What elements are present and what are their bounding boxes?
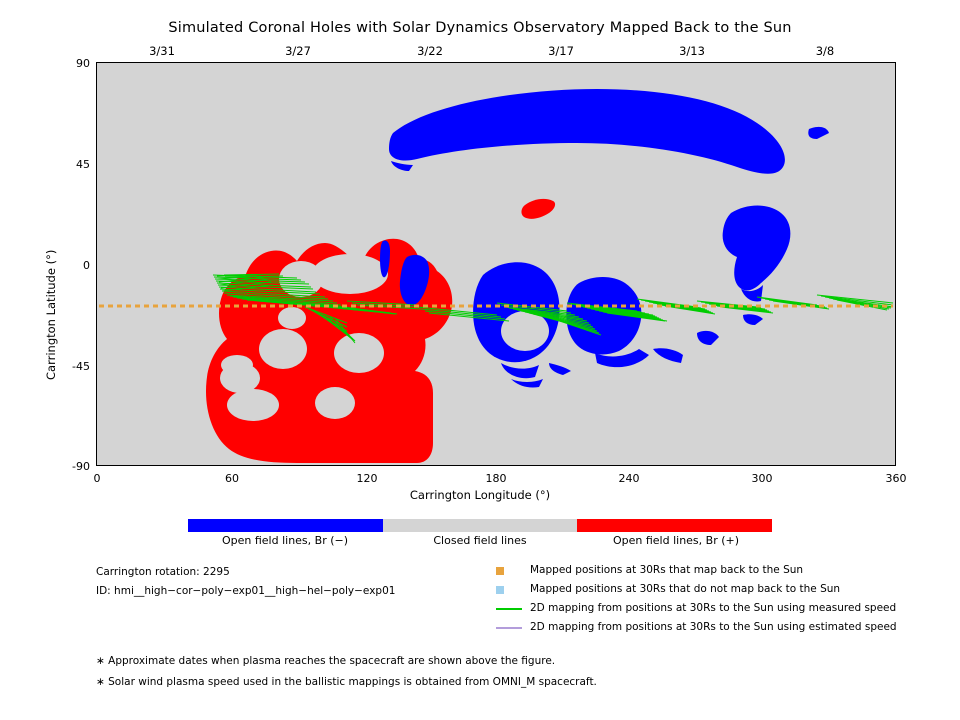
top-tick-3: 3/17	[548, 44, 574, 58]
x-tick-300: 300	[751, 472, 773, 485]
x-tick-180: 180	[485, 472, 507, 485]
plot-area	[96, 62, 896, 466]
x-tick-60: 60	[225, 472, 239, 485]
top-tick-0: 3/31	[149, 44, 175, 58]
y-tick-45: 45	[76, 158, 90, 171]
y-tick-0: 0	[83, 259, 90, 272]
unmapped-marker-icon	[496, 586, 504, 594]
footnote-dates: ∗ Approximate dates when plasma reaches the spacecraft are shown above the figure.	[96, 655, 556, 667]
y-axis-label: Carrington Latitude (°)	[44, 249, 58, 380]
top-tick-4: 3/13	[679, 44, 705, 58]
y-tick-minus90: -90	[72, 460, 90, 473]
legend-label-estimated: 2D mapping from positions at 30Rs to the Sun using estimated speed	[530, 621, 897, 633]
legend-label-unmapped: Mapped positions at 30Rs that do not map back to the Sun	[530, 583, 841, 595]
colorbar-label-closed: Closed field lines	[433, 534, 527, 547]
chart-title: Simulated Coronal Holes with Solar Dynamics Observatory Mapped Back to the Sun	[168, 20, 792, 36]
legend-label-mapped: Mapped positions at 30Rs that map back to the Sun	[530, 564, 804, 576]
top-tick-5: 3/8	[815, 44, 835, 58]
measured-speed-line-icon	[496, 608, 522, 610]
colorbar-label-negative: Open field lines, Br (−)	[221, 534, 349, 547]
coronal-hole-map	[97, 63, 895, 465]
footnote-speed-source: ∗ Solar wind plasma speed used in the ballistic mappings is obtained from OMNI_M spacecraft.	[96, 676, 597, 688]
colorbar-segment-positive	[577, 519, 772, 532]
x-tick-240: 240	[618, 472, 640, 485]
colorbar-segment-negative	[188, 519, 383, 532]
top-tick-2: 3/22	[417, 44, 443, 58]
open-field-negative-regions	[380, 89, 829, 388]
x-axis-label: Carrington Longitude (°)	[409, 488, 551, 502]
y-tick-90: 90	[76, 57, 90, 70]
colorbar	[188, 519, 772, 532]
x-tick-0: 0	[93, 472, 101, 485]
estimated-speed-line-icon	[496, 627, 522, 629]
carrington-rotation-text: Carrington rotation: 2295	[96, 566, 230, 578]
x-tick-120: 120	[356, 472, 378, 485]
top-tick-1: 3/27	[285, 44, 311, 58]
colorbar-segment-closed	[383, 519, 578, 532]
legend-label-measured: 2D mapping from positions at 30Rs to the Sun using measured speed	[530, 602, 897, 614]
colorbar-label-positive: Open field lines, Br (+)	[612, 534, 740, 547]
y-tick-minus45: -45	[72, 360, 90, 373]
x-tick-360: 360	[885, 472, 907, 485]
model-id-text: ID: hmi__high−cor−poly−exp01__high−hel−poly−exp01	[96, 585, 396, 597]
mapped-marker-icon	[496, 567, 504, 575]
